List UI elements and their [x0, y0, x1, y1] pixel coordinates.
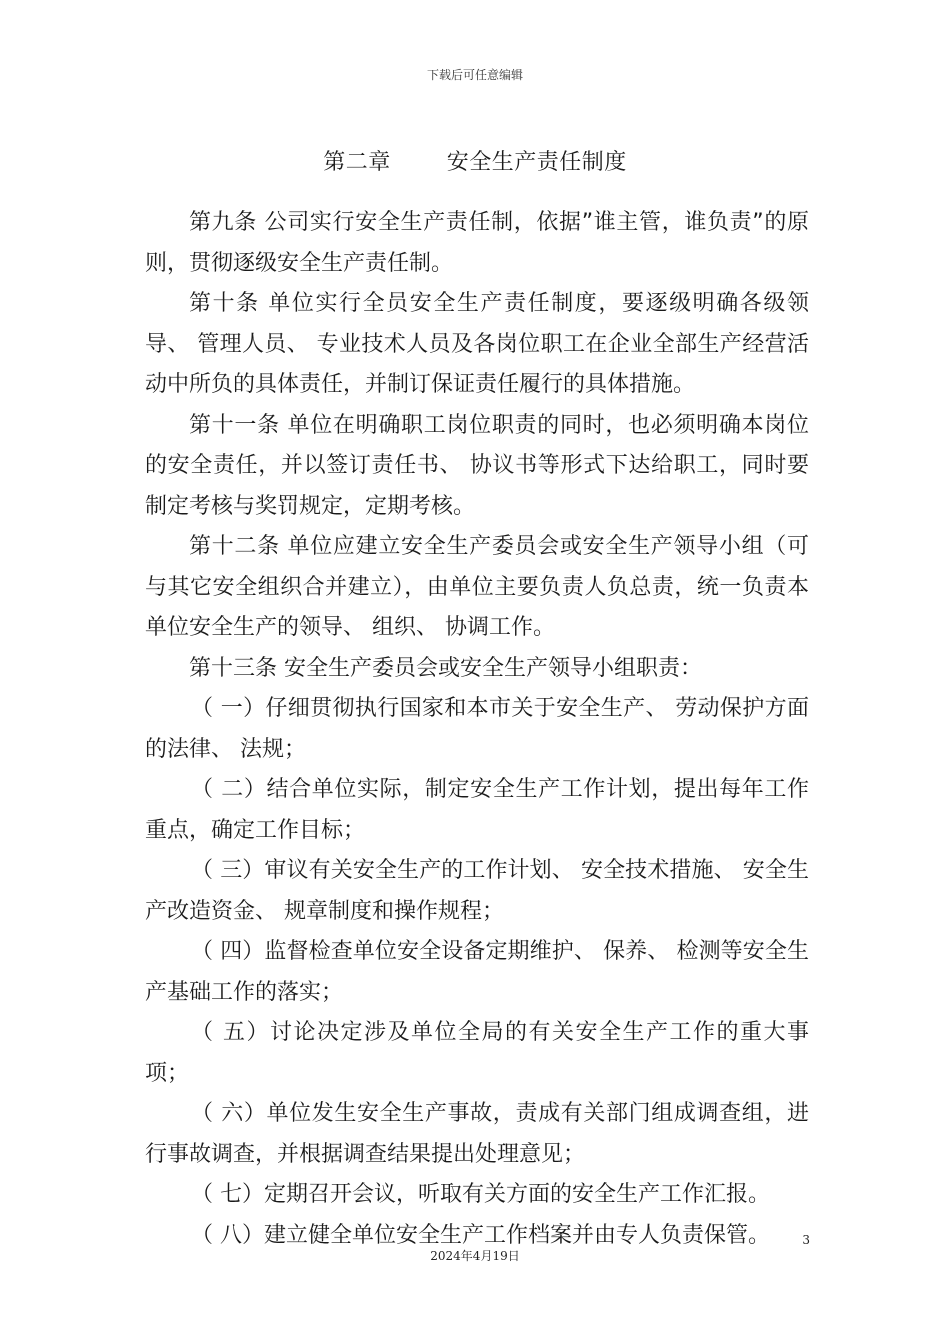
article-13: 第十三条 安全生产委员会或安全生产领导小组职责：: [189, 655, 702, 681]
list-item: （ 五）讨论决定涉及单位全局的有关安全生产工作的重大事项；: [145, 1020, 809, 1086]
list-item: （ 三）审议有关安全生产的工作计划、 安全技术措施、 安全生产改造资金、 规章制度和操作规程；: [145, 858, 809, 924]
chapter-number: 第二章: [323, 150, 391, 175]
chapter-name: 安全生产责任制度: [446, 150, 627, 175]
list-item: （ 一）仔细贯彻执行国家和本市关于安全生产、 劳动保护方面的法律、 法规；: [145, 696, 809, 762]
article-12: 第十二条 单位应建立安全生产委员会或安全生产领导小组（可与其它安全组织合并建立），由单位主要负责人负总责，统一负责本单位安全生产的领导、 组织、 协调工作。: [145, 534, 809, 640]
list-item: （ 二）结合单位实际，制定安全生产工作计划，提出每年工作重点，确定工作目标；: [145, 777, 809, 843]
chapter-title: [0, 145, 950, 176]
article-11: 第十一条 单位在明确职工岗位职责的同时，也必须明确本岗位的安全责任，并以签订责任书、 协议书等形式下达给职工，同时要制定考核与奖罚规定，定期考核。: [145, 412, 809, 519]
footer-date: 2024年4月19日: [430, 1249, 520, 1263]
article-9: 第九条 公司实行安全生产责任制，依据”谁主管，谁负责”的原则，贯彻逐级安全生产责任制。: [145, 210, 809, 276]
body-text: [145, 203, 809, 1256]
header-note: 下载后可任意编辑: [426, 68, 523, 82]
list-item: （ 八）建立健全单位安全生产工作档案并由专人负责保管。: [191, 1222, 770, 1248]
list-item: （ 六）单位发生安全生产事故，责成有关部门组成调查组，进行事故调查，并根据调查结果提出处理意见；: [145, 1101, 809, 1167]
list-item: （ 七）定期召开会议，听取有关方面的安全生产工作汇报。: [191, 1182, 770, 1207]
list-item: （ 四）监督检查单位安全设备定期维护、 保养、 检测等安全生产基础工作的落实；: [145, 939, 809, 1005]
article-10: 第十条 单位实行全员安全生产责任制度，要逐级明确各级领导、 管理人员、 专业技术人员及各岗位职工在企业全部生产经营活动中所负的具体责任，并制订保证责任履行的具体措施。: [145, 291, 809, 397]
page-number: 3: [802, 1233, 810, 1247]
